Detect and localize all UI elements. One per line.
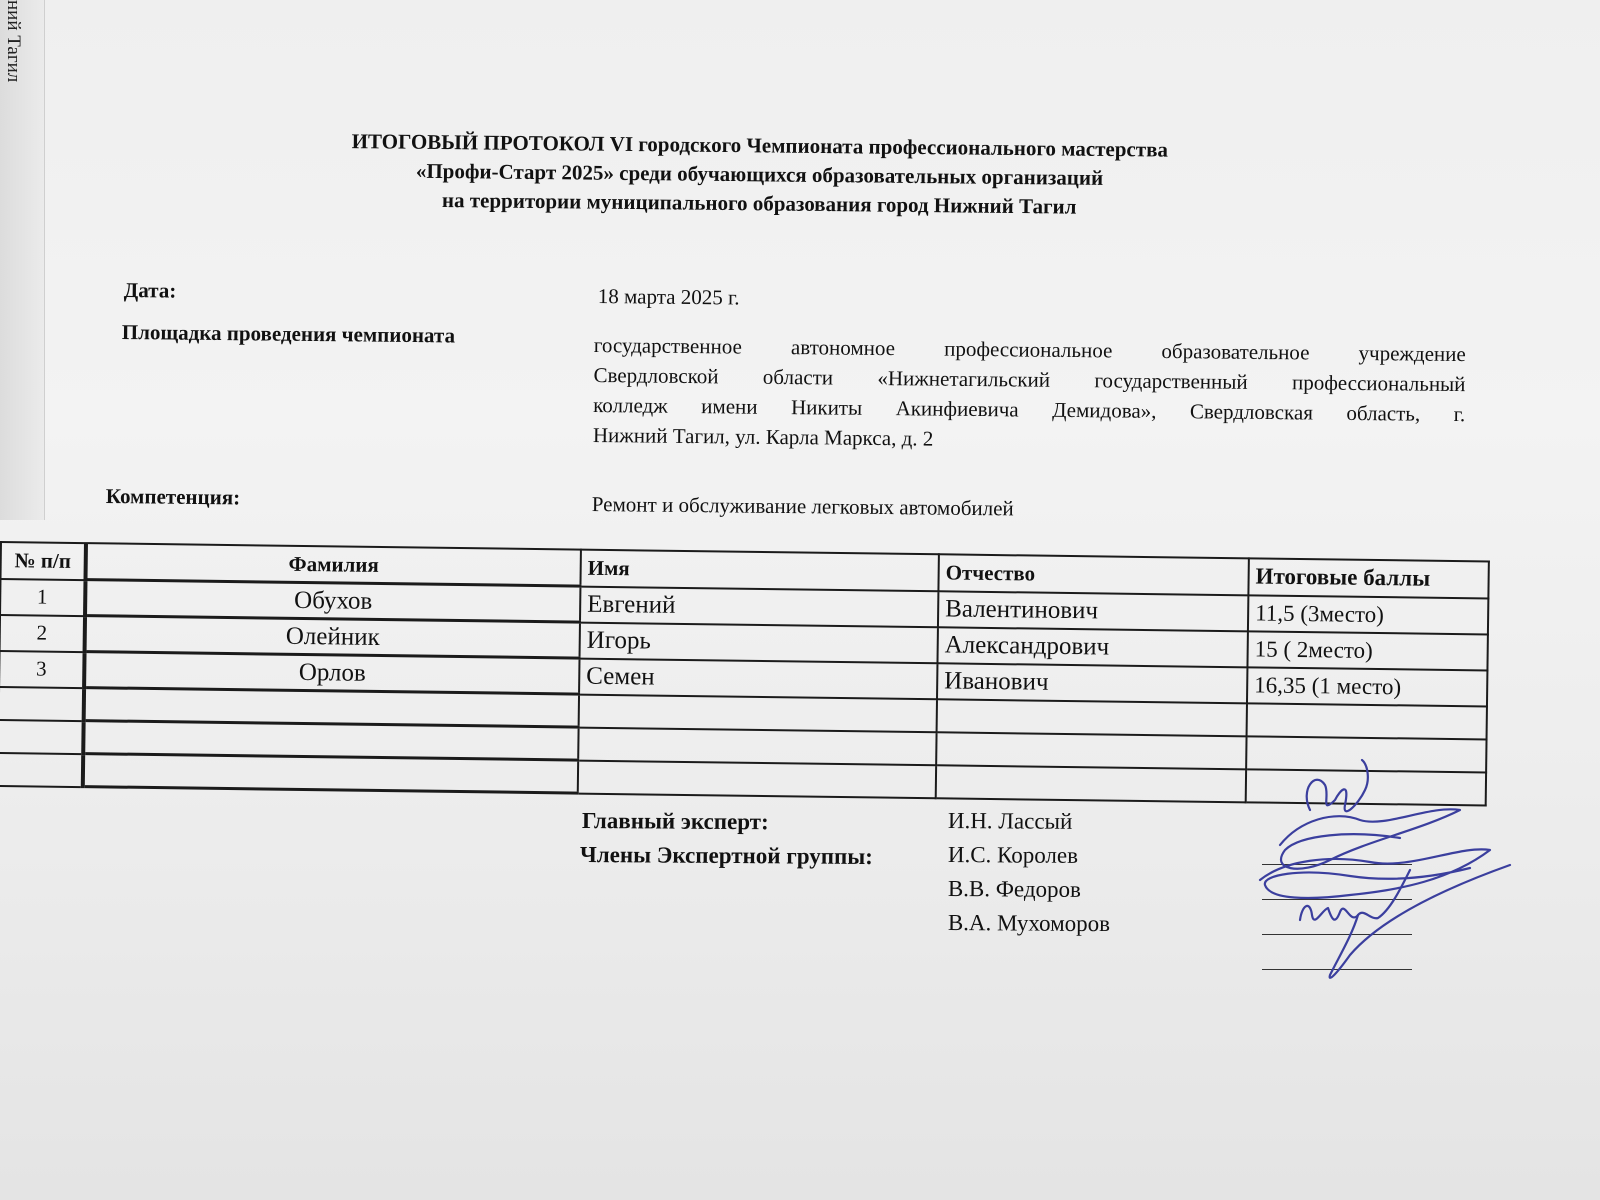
- signature-stroke: [1260, 849, 1490, 898]
- venue-line-1: государственное автономное профессиональное образовательное учреждение: [593, 332, 1466, 367]
- header-surname: Фамилия: [86, 543, 581, 586]
- row-surname: Олейник: [85, 616, 580, 658]
- date-value: 18 марта 2025 г.: [597, 283, 740, 310]
- title-line-1: ИТОГОВЫЙ ПРОТОКОЛ VI городского Чемпионата профессионального мастерства: [351, 129, 1169, 162]
- title-line-2: «Профи-Старт 2025» среди обучающихся образовательных организаций: [415, 158, 1104, 190]
- row-patronymic: Иванович: [937, 663, 1247, 703]
- row-patronymic: Александрович: [937, 627, 1247, 667]
- row-surname: Орлов: [84, 652, 579, 694]
- venue-line-2: Свердловской области «Нижнетагильский государственный профессиональный: [593, 362, 1466, 397]
- expert-member-3: В.А. Мухоморов: [947, 909, 1111, 937]
- edge-text: ний Тагил: [3, 0, 24, 83]
- row-number: 1: [0, 579, 85, 616]
- signature-stroke: [1307, 760, 1368, 811]
- chief-expert-label: Главный эксперт:: [581, 807, 769, 835]
- row-number: 2: [0, 615, 85, 652]
- handwritten-signatures: [1240, 750, 1530, 1000]
- expert-group-label: Члены Экспертной группы:: [579, 841, 873, 870]
- row-name: Семен: [579, 658, 937, 699]
- row-name: Евгений: [580, 586, 938, 627]
- row-name: Игорь: [580, 622, 938, 663]
- row-number: 3: [0, 651, 85, 688]
- row-surname: Обухов: [85, 580, 580, 622]
- title-line-3: на территории муниципального образования город Нижний Тагил: [441, 188, 1077, 219]
- document-title: [249, 126, 1270, 224]
- previous-sheet-edge: [0, 0, 45, 520]
- venue-value: [593, 330, 1466, 459]
- venue-line-3: колледж имени Никиты Акинфиевича Демидова», Свердловская область, г.: [593, 392, 1466, 427]
- expert-member-2: В.В. Федоров: [947, 875, 1082, 902]
- venue-label: Площадка проведения чемпионата: [121, 319, 456, 348]
- venue-line-4: Нижний Тагил, ул. Карла Маркса, д. 2: [592, 422, 934, 451]
- header-score: Итоговые баллы: [1248, 558, 1488, 598]
- header-number: № п/п: [1, 542, 86, 580]
- header-name: Имя: [580, 550, 938, 591]
- competence-label: Компетенция:: [105, 483, 241, 510]
- date-label: Дата:: [123, 277, 177, 303]
- header-patronymic: Отчество: [938, 554, 1248, 595]
- row-patronymic: Валентинович: [938, 591, 1248, 631]
- row-score: 11,5 (3место): [1248, 595, 1488, 634]
- row-score: 16,35 (1 место): [1247, 667, 1487, 706]
- signature-stroke: [1280, 809, 1460, 868]
- competence-value: Ремонт и обслуживание легковых автомобилей: [591, 491, 1014, 521]
- expert-member-1: И.С. Королев: [947, 841, 1079, 868]
- row-score: 15 ( 2место): [1247, 631, 1487, 670]
- chief-expert-name: И.Н. Лассый: [947, 807, 1073, 834]
